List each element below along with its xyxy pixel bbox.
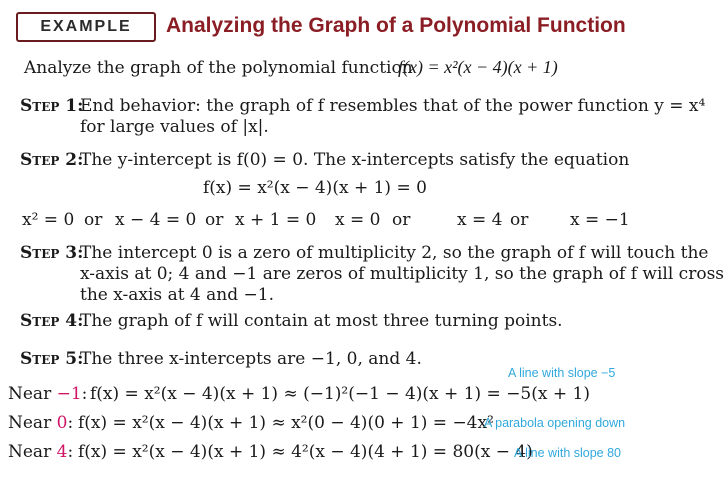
- near-row-3-expr: f(x) = x²(x − 4)(x + 1) ≈ 4²(x − 4)(4 + 1) = 80(x − 4): [78, 442, 533, 462]
- step4-text: The graph of f will contain at most three turning points.: [80, 311, 563, 331]
- root-or-3: or: [392, 210, 411, 230]
- near-row-3: Near 4:: [8, 442, 74, 462]
- near-point: 0: [56, 413, 68, 433]
- step3-label: Step 3:: [20, 243, 84, 263]
- near-point: 4: [56, 442, 68, 462]
- near-label: Near: [8, 442, 52, 462]
- root-or-4: or: [510, 210, 529, 230]
- near-row-1: Near −1:: [8, 384, 88, 404]
- near-label: Near: [8, 413, 52, 433]
- intro-sentence: Analyze the graph of the polynomial function: [24, 58, 413, 78]
- step3-line1: The intercept 0 is a zero of multiplicity 2, so the graph of f will touch the: [80, 243, 709, 263]
- intro-text: [24, 58, 413, 78]
- root-eq-2: x − 4 = 0: [115, 210, 197, 230]
- near-row-2-expr: f(x) = x²(x − 4)(x + 1) ≈ x²(0 − 4)(0 + 1) = −4x²: [78, 413, 494, 433]
- root-sol-2: x = 4: [457, 210, 503, 230]
- root-or-2: or: [205, 210, 224, 230]
- step5-text: The three x-intercepts are −1, 0, and 4.: [80, 349, 422, 369]
- step3-line2: x-axis at 0; 4 and −1 are zeros of multiplicity 1, so the graph of f will cross: [80, 264, 724, 284]
- step5-label: Step 5:: [20, 349, 84, 369]
- step1-label: Step 1:: [20, 96, 84, 116]
- note-slope-80: A line with slope 80: [514, 446, 622, 460]
- step4-label: Step 4:: [20, 311, 84, 331]
- root-or-1: or: [84, 210, 103, 230]
- example-badge-label: EXAMPLE: [40, 18, 132, 35]
- step1-line2: for large values of |x|.: [80, 117, 269, 137]
- example-badge: [16, 12, 156, 42]
- root-eq-3: x + 1 = 0: [235, 210, 317, 230]
- root-sol-3: x = −1: [570, 210, 630, 230]
- near-point: −1: [56, 384, 82, 404]
- step2-label: Step 2:: [20, 150, 84, 170]
- step3-line3: the x-axis at 4 and −1.: [80, 285, 274, 305]
- root-sol-1: x = 0: [335, 210, 381, 230]
- page-title: Analyzing the Graph of a Polynomial Function: [166, 14, 626, 37]
- root-eq-1: x² = 0: [22, 210, 75, 230]
- note-slope-neg5: A line with slope −5: [508, 366, 616, 380]
- step2-equation: f(x) = x²(x − 4)(x + 1) = 0: [203, 178, 427, 198]
- step1-line1: End behavior: the graph of f resembles that of the power function y = x⁴: [80, 96, 706, 116]
- note-parabola: A parabola opening down: [484, 416, 626, 430]
- near-row-2: Near 0:: [8, 413, 74, 433]
- near-label: Near: [8, 384, 52, 404]
- near-row-1-expr: f(x) = x²(x − 4)(x + 1) ≈ (−1)²(−1 − 4)(x + 1) = −5(x + 1): [90, 384, 590, 404]
- intro-formula: [398, 57, 558, 78]
- intro-formula-text: f(x) = x²(x − 4)(x + 1): [398, 57, 558, 77]
- step2-text: The y-intercept is f(0) = 0. The x-intercepts satisfy the equation: [80, 150, 630, 170]
